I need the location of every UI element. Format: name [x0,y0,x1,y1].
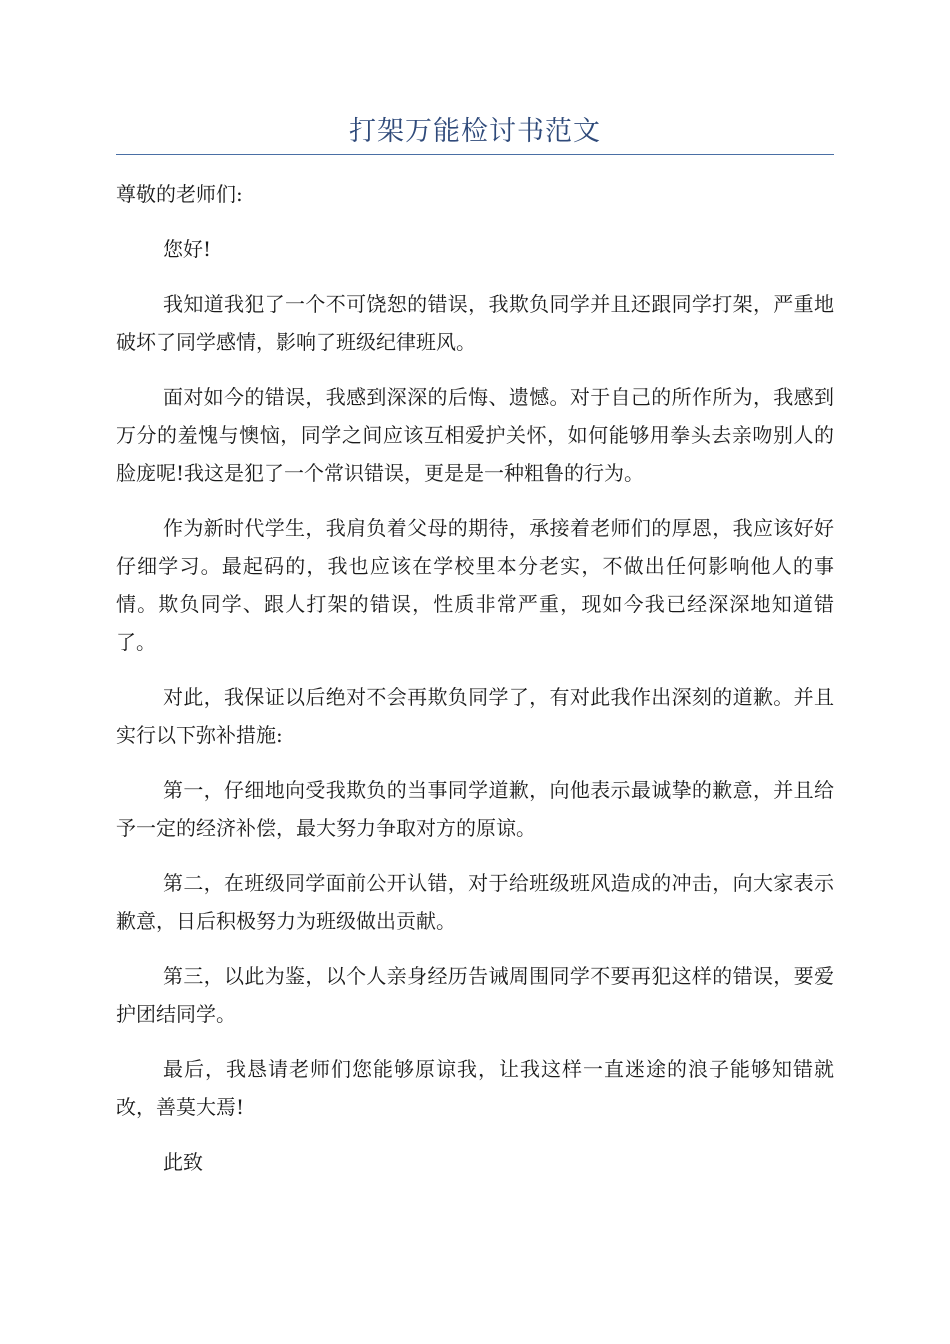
title-underline [116,154,834,155]
salutation: 尊敬的老师们: [116,182,243,206]
paragraph-8: 最后，我恳请老师们您能够原谅我，让我这样一直迷途的浪子能够知错就改，善莫大焉! [116,1057,834,1119]
paragraph-1: 我知道我犯了一个不可饶恕的错误，我欺负同学并且还跟同学打架，严重地破坏了同学感情，影响了班级纪律班风。 [116,292,834,354]
closing: 此致 [163,1150,203,1174]
paragraph-greeting: 您好! [163,237,212,261]
paragraph-4: 对此，我保证以后绝对不会再欺负同学了，有对此我作出深刻的道歉。并且实行以下弥补措施: [116,685,834,747]
paragraph-5: 第一，仔细地向受我欺负的当事同学道歉，向他表示最诚挚的歉意，并且给予一定的经济补偿，最大努力争取对方的原谅。 [116,778,834,840]
paragraph-2: 面对如今的错误，我感到深深的后悔、遗憾。对于自己的所作所为，我感到万分的羞愧与懊恼，同学之间应该互相爱护关怀，如何能够用拳头去亲吻别人的脸庞呢!我这是犯了一个常识错误，更是是一种粗鲁的行为。 [116,385,834,485]
paragraph-6: 第二，在班级同学面前公开认错，对于给班级班风造成的冲击，向大家表示歉意，日后积极努力为班级做出贡献。 [116,871,834,933]
document-title: 打架万能检讨书范文 [349,116,601,147]
document-body [116,175,834,1198]
paragraph-3: 作为新时代学生，我肩负着父母的期待，承接着老师们的厚恩，我应该好好仔细学习。最起码的，我也应该在学校里本分老实，不做出任何影响他人的事情。欺负同学、跟人打架的错误，性质非常严重，现如今我已经深深地知道错了。 [116,516,834,654]
paragraph-7: 第三，以此为鉴，以个人亲身经历告诫周围同学不要再犯这样的错误，要爱护团结同学。 [116,964,834,1026]
